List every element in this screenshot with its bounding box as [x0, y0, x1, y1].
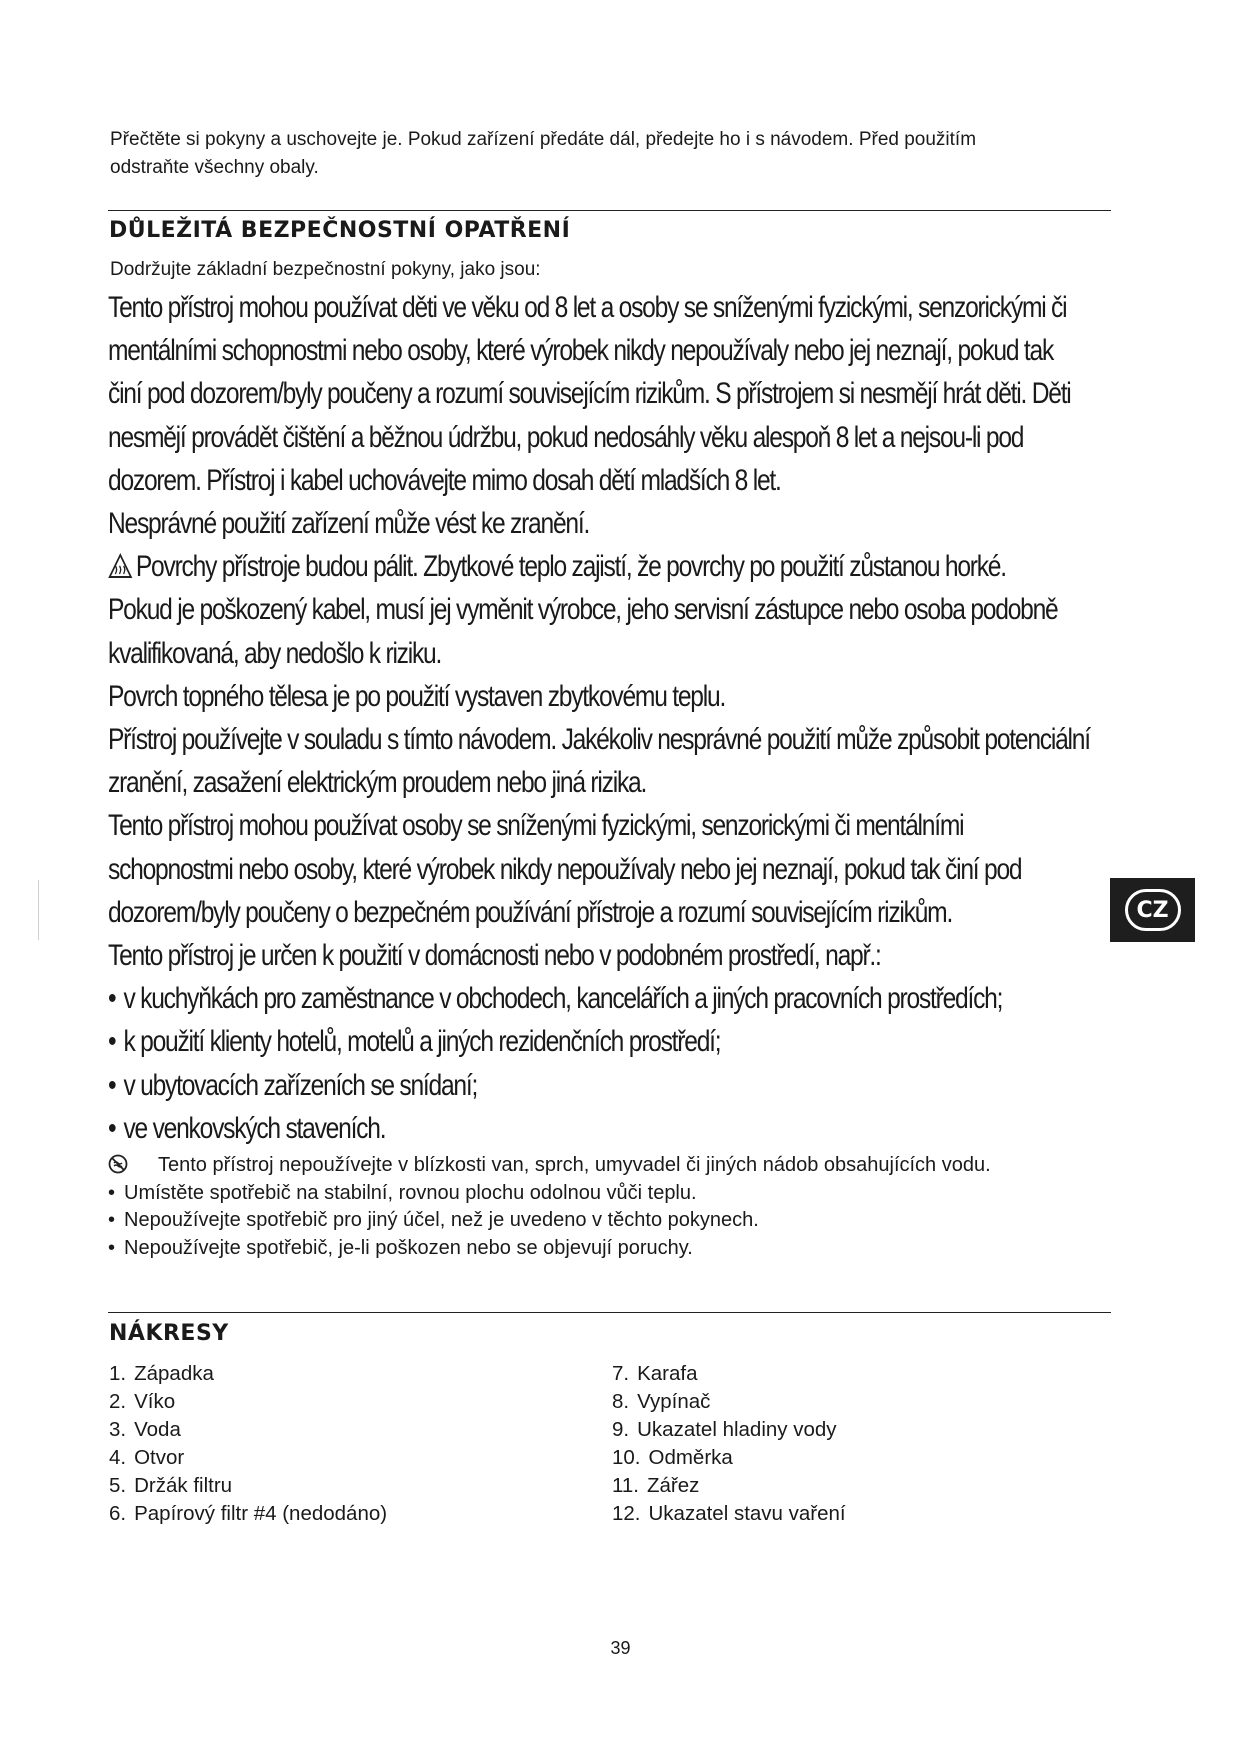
- small-text: Umístěte spotřebič na stabilní, rovnou plochu odolnou vůči teplu.: [124, 1181, 697, 1204]
- list-item: 4. Otvor: [109, 1446, 185, 1469]
- list-item: 11. Zářez: [612, 1474, 700, 1497]
- bullet-item: • v kuchyňkách pro zaměstnance v obchodech, kancelářích a jiných pracovních prostředích;: [108, 977, 961, 1020]
- instruction-line: zranění, zasažení elektrickým proudem nebo jiná rizika.: [108, 766, 647, 800]
- list-item: 2. Víko: [109, 1390, 176, 1413]
- small-line: • Umístěte spotřebič na stabilní, rovnou plochu odolnou vůči teplu.: [108, 1181, 697, 1204]
- instruction-line: dozorem/byly poučeny o bezpečném používání přístroje a rozumí souvisejícím rizikům.: [108, 895, 953, 929]
- small-line: • Nepoužívejte spotřebič, je-li poškozen nebo se objevují poruchy.: [108, 1236, 693, 1259]
- small-text: Nepoužívejte spotřebič, je-li poškozen nebo se objevují poruchy.: [124, 1236, 693, 1259]
- page-number: 39: [610, 1638, 631, 1658]
- list-item: 5. Držák filtru: [109, 1474, 233, 1497]
- small-line: • Nepoužívejte spotřebič pro jiný účel, než je uvedeno v těchto pokynech.: [108, 1209, 759, 1231]
- instruction-line: kvalifikovaná, aby nedošlo k riziku.: [108, 636, 442, 670]
- margin-mark: [38, 880, 39, 940]
- safety-subheading: Dodržujte základní bezpečnostní pokyny, jako jsou:: [110, 259, 541, 280]
- warning-triangle-icon: [108, 553, 133, 579]
- list-item: 3. Voda: [109, 1418, 181, 1441]
- list-item: 7. Karafa: [612, 1362, 698, 1385]
- list-item: 12. Ukazatel stavu vaření: [612, 1502, 846, 1525]
- instruction-line: Pokud je poškozený kabel, musí jej vyměnit výrobce, jeho servisní zástupce nebo osoba podobně: [108, 593, 1058, 627]
- list-item: 8. Vypínač: [612, 1390, 711, 1413]
- list-item: 1. Západka: [109, 1362, 214, 1385]
- bullet-item: • ve venkovských staveních.: [108, 1107, 961, 1150]
- section-divider: [108, 210, 1111, 211]
- language-tab-label: CZ: [1125, 889, 1181, 931]
- list-item: 10. Odměrka: [612, 1446, 733, 1469]
- section-divider: [108, 1312, 1111, 1313]
- no-water-icon: [108, 1154, 128, 1174]
- instruction-line-warning: [108, 545, 1006, 588]
- bullet-item: • k použití klienty hotelů, motelů a jiných rezidenčních prostředí;: [108, 1020, 961, 1063]
- safety-instructions: [108, 286, 1090, 1150]
- instruction-line: mentálními schopnostmi nebo osoby, které výrobek nikdy nepoužívaly nebo jej neznají, pokud tak: [108, 334, 1054, 368]
- drawings-heading: NÁKRESY: [109, 1321, 229, 1346]
- instruction-line: Tento přístroj je určen k použití v domácnosti nebo v podobném prostředí, např.:: [108, 939, 881, 973]
- instruction-line: Přístroj používejte v souladu s tímto návodem. Jakékoliv nesprávné použití může způsobit potenciální: [108, 723, 1090, 757]
- instruction-line: dozorem. Přístroj i kabel uchovávejte mimo dosah dětí mladších 8 let.: [108, 463, 781, 497]
- intro-text: [110, 126, 1110, 182]
- safety-heading: DŮLEŽITÁ BEZPEČNOSTNÍ OPATŘENÍ: [109, 218, 571, 243]
- instruction-line: činí pod dozorem/byly poučeny a rozumí souvisejícím rizikům. S přístrojem si nesmějí hrát děti. Děti: [108, 377, 1071, 411]
- list-item: 6. Papírový filtr #4 (nedodáno): [109, 1502, 388, 1525]
- small-text: Tento přístroj nepoužívejte v blízkosti van, sprch, umyvadel či jiných nádob obsahujících vodu.: [158, 1154, 991, 1176]
- instruction-line: Nesprávné použití zařízení může vést ke zranění.: [108, 507, 590, 541]
- intro-line: odstraňte všechny obaly.: [110, 157, 319, 178]
- list-item: 9. Ukazatel hladiny vody: [612, 1418, 837, 1441]
- small-line-no-water: [108, 1152, 991, 1180]
- instruction-text: Povrchy přístroje budou pálit. Zbytkové teplo zajistí, že povrchy po použití zůstanou horké.: [135, 550, 1006, 584]
- parts-list-right: [612, 1360, 846, 1528]
- small-instructions: [108, 1152, 991, 1262]
- instruction-line: nesmějí provádět čištění a běžnou údržbu, pokud nedosáhly věku alespoň 8 let a nejsou-li pod: [108, 420, 1024, 454]
- instruction-line: Povrch topného tělesa je po použití vystaven zbytkovému teplu.: [108, 679, 726, 713]
- instruction-line: schopnostmi nebo osoby, které výrobek nikdy nepoužívaly nebo jej neznají, pokud tak činí pod: [108, 852, 1022, 886]
- language-tab: [1110, 878, 1195, 942]
- intro-line: Přečtěte si pokyny a uschovejte je. Pokud zařízení předáte dál, předejte ho i s návodem. Před použitím: [110, 129, 977, 150]
- parts-list-left: [109, 1360, 387, 1528]
- instruction-line: Tento přístroj mohou používat osoby se sníženými fyzickými, senzorickými či mentálními: [108, 809, 964, 843]
- instruction-line: Tento přístroj mohou používat děti ve věku od 8 let a osoby se sníženými fyzickými, senzorickými či: [108, 291, 1067, 324]
- bullet-item: • v ubytovacích zařízeních se snídaní;: [108, 1064, 961, 1107]
- small-text: Nepoužívejte spotřebič pro jiný účel, než je uvedeno v těchto pokynech.: [124, 1209, 759, 1231]
